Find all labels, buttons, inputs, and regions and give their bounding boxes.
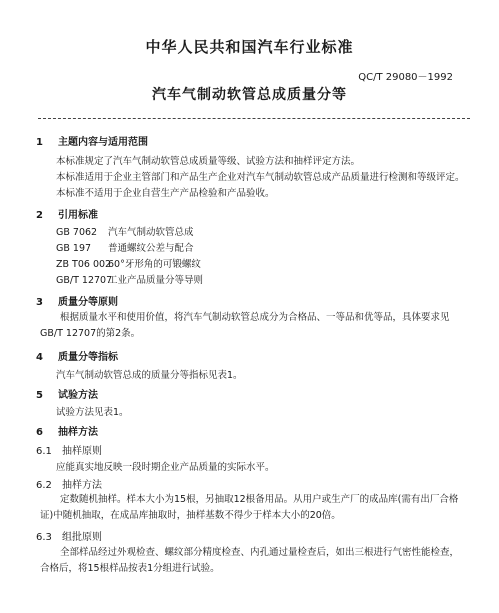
section-number: 4 xyxy=(36,352,43,363)
reference-name: 60°牙形角的可锻螺纹 xyxy=(108,259,201,270)
standard-code: QC/T 29080－1992 xyxy=(358,72,453,83)
section-title: 试验方法 xyxy=(58,390,98,401)
section-1-heading xyxy=(36,133,148,148)
section-1-para-3: 本标准不适用于企业自营生产产品检验和产品验收。 xyxy=(56,188,275,199)
reference-code: GB 7062 xyxy=(56,227,98,238)
section-title: 质量分等指标 xyxy=(58,352,118,363)
section-1-para-1: 本标准规定了汽车气制动软管总成质量等级、试验方法和抽样评定方法。 xyxy=(56,156,361,167)
reference-item xyxy=(56,272,203,286)
subsection-6-2-heading xyxy=(36,476,102,491)
section-5-heading xyxy=(36,386,98,401)
section-3-heading xyxy=(36,293,118,308)
section-number: 1 xyxy=(36,137,43,148)
section-1-para-2: 本标准适用于企业主管部门和产品生产企业对汽车气制动软管总成产品质量进行检测和等级评定。 xyxy=(56,172,465,183)
industry-standard-heading: 中华人民共和国汽车行业标准 xyxy=(145,38,354,56)
reference-code: GB 197 xyxy=(56,243,92,254)
reference-code: ZB T06 002 xyxy=(56,259,112,270)
section-title: 抽样方法 xyxy=(58,427,98,438)
subsection-number: 6.3 xyxy=(36,532,52,543)
section-title: 质量分等原则 xyxy=(58,297,118,308)
header-divider xyxy=(38,118,470,119)
subsection-6-1-heading xyxy=(36,442,102,457)
subsection-6-1-para: 应能真实地反映一段时期企业产品质量的实际水平。 xyxy=(56,462,275,473)
section-title: 主题内容与适用范围 xyxy=(58,137,148,148)
subsection-number: 6.1 xyxy=(36,446,52,457)
section-3-para: 根据质量水平和使用价值，将汽车气制动软管总成分为合格品、一等品和优等品，具体要求见GB/T 12707的第2条。 xyxy=(40,312,450,339)
section-4-para: 汽车气制动软管总成的质量分等指标见表1。 xyxy=(56,370,243,381)
section-number: 3 xyxy=(36,297,43,308)
subsection-title: 组批原则 xyxy=(62,532,102,543)
reference-name: 工业产品质量分等导则 xyxy=(108,275,204,286)
subsection-title: 抽样方法 xyxy=(62,480,102,491)
section-number: 2 xyxy=(36,210,43,221)
reference-name: 普通螺纹公差与配合 xyxy=(108,243,194,254)
reference-code: GB/T 12707 xyxy=(56,275,113,286)
subsection-6-3-heading xyxy=(36,528,102,543)
subsection-6-3-para: 全部样品经过外观检查、螺纹部分精度检查、内孔通过量检查后，如出三根进行气密性能检查，合格后，将15根样品按表1分组进行试验。 xyxy=(40,547,460,574)
section-4-heading xyxy=(36,348,118,363)
reference-item xyxy=(56,256,201,270)
reference-item xyxy=(56,224,194,238)
subsection-number: 6.2 xyxy=(36,480,52,491)
subsection-6-2-para: 定数随机抽样。样本大小为15根，另抽取12根备用品。从用户或生产厂的成品库(需有出厂合格证)中随机抽取，在成品库抽取时，抽样基数不得少于样本大小的20倍。 xyxy=(40,494,459,521)
subsection-title: 抽样原则 xyxy=(62,446,102,457)
section-2-heading xyxy=(36,206,98,221)
section-number: 5 xyxy=(36,390,43,401)
reference-name: 汽车气制动软管总成 xyxy=(108,227,194,238)
section-title: 引用标准 xyxy=(58,210,98,221)
section-number: 6 xyxy=(36,427,43,438)
section-5-para: 试验方法见表1。 xyxy=(56,407,129,418)
document-title: 汽车气制动软管总成质量分等 xyxy=(152,87,347,103)
section-6-heading xyxy=(36,423,98,438)
reference-item xyxy=(56,240,194,254)
